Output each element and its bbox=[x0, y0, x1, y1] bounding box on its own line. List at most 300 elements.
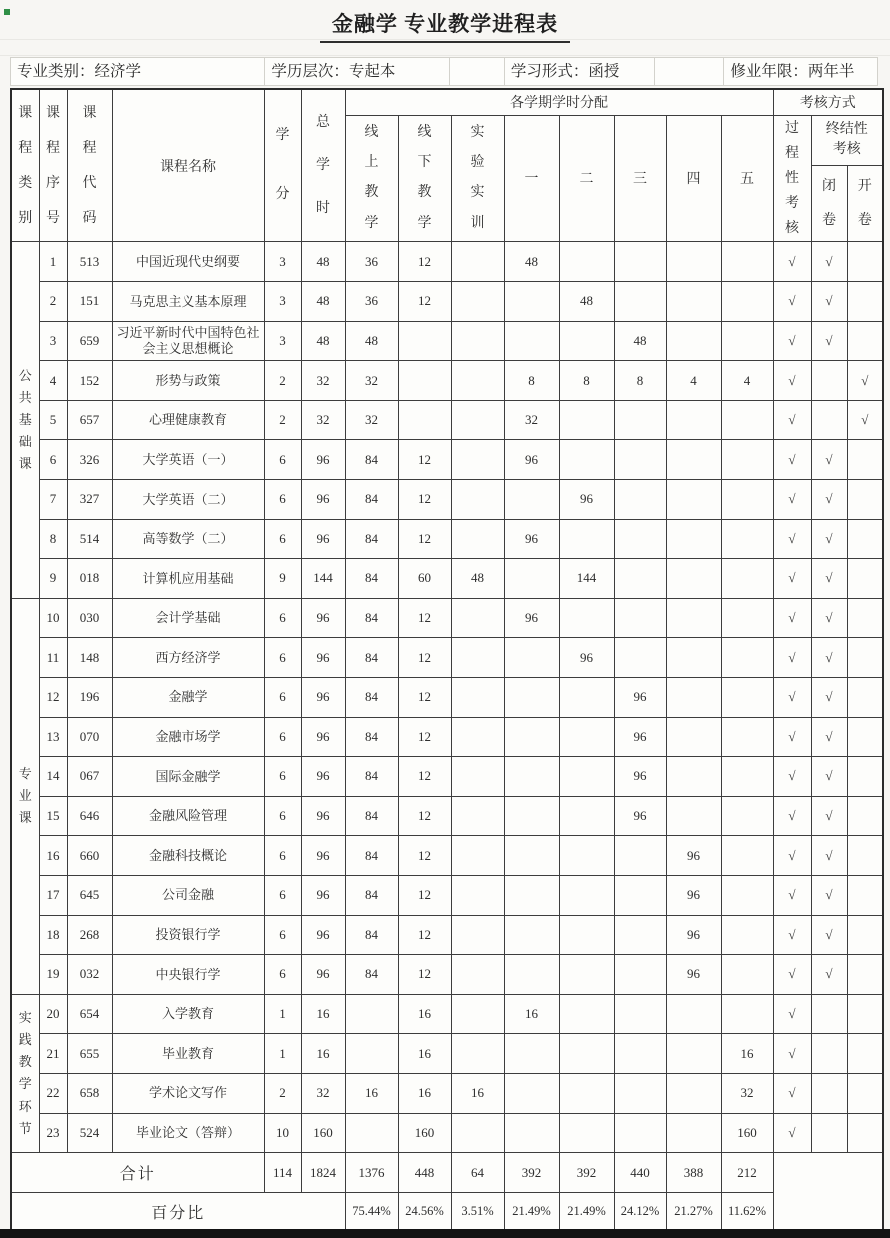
col-header-category: 课程类别 bbox=[11, 89, 39, 242]
open-exam-check bbox=[847, 519, 883, 559]
category-cell bbox=[11, 598, 39, 994]
percent-sem5: 11.62% bbox=[721, 1193, 773, 1231]
open-exam-check bbox=[847, 955, 883, 995]
process-check: √ bbox=[773, 915, 811, 955]
sem4-hours bbox=[666, 994, 721, 1034]
sem2-hours bbox=[559, 1034, 614, 1074]
closed-exam-check: √ bbox=[811, 440, 847, 480]
course-lab-hours bbox=[451, 875, 504, 915]
percent-offline: 24.56% bbox=[398, 1193, 451, 1231]
course-online-hours: 84 bbox=[345, 677, 398, 717]
sem3-hours: 96 bbox=[614, 677, 666, 717]
course-row bbox=[11, 361, 883, 401]
sem1-hours bbox=[504, 559, 559, 599]
process-check: √ bbox=[773, 994, 811, 1034]
open-exam-check bbox=[847, 1113, 883, 1153]
course-name: 毕业论文（答辩） bbox=[112, 1113, 264, 1153]
course-lab-hours bbox=[451, 757, 504, 797]
course-online-hours: 36 bbox=[345, 282, 398, 322]
totals-lab: 64 bbox=[451, 1153, 504, 1193]
course-name: 金融科技概论 bbox=[112, 836, 264, 876]
course-row bbox=[11, 717, 883, 757]
course-offline-hours: 12 bbox=[398, 836, 451, 876]
course-name: 投资银行学 bbox=[112, 915, 264, 955]
process-check: √ bbox=[773, 836, 811, 876]
sem5-hours: 160 bbox=[721, 1113, 773, 1153]
course-seq: 1 bbox=[39, 242, 67, 282]
course-lab-hours bbox=[451, 242, 504, 282]
sem5-hours bbox=[721, 717, 773, 757]
sem2-hours bbox=[559, 1073, 614, 1113]
page-title: 金融学 专业教学进程表 bbox=[320, 6, 570, 43]
course-credits: 6 bbox=[264, 519, 301, 559]
sem5-hours bbox=[721, 242, 773, 282]
sem2-hours bbox=[559, 757, 614, 797]
sem4-hours bbox=[666, 717, 721, 757]
course-name: 形势与政策 bbox=[112, 361, 264, 401]
sem3-hours bbox=[614, 875, 666, 915]
course-total-hours: 144 bbox=[301, 559, 345, 599]
course-total-hours: 48 bbox=[301, 242, 345, 282]
sem4-hours bbox=[666, 321, 721, 361]
course-code: 032 bbox=[67, 955, 112, 995]
course-seq: 5 bbox=[39, 400, 67, 440]
process-check: √ bbox=[773, 875, 811, 915]
course-offline-hours: 16 bbox=[398, 994, 451, 1034]
course-lab-hours: 48 bbox=[451, 559, 504, 599]
course-online-hours: 36 bbox=[345, 242, 398, 282]
course-row bbox=[11, 796, 883, 836]
open-exam-check bbox=[847, 559, 883, 599]
course-row bbox=[11, 282, 883, 322]
course-total-hours: 96 bbox=[301, 598, 345, 638]
sem4-hours: 96 bbox=[666, 875, 721, 915]
sem4-hours bbox=[666, 519, 721, 559]
percent-sem1: 21.49% bbox=[504, 1193, 559, 1231]
sem5-hours bbox=[721, 282, 773, 322]
course-row bbox=[11, 1113, 883, 1153]
sem5-hours bbox=[721, 638, 773, 678]
process-check: √ bbox=[773, 1073, 811, 1113]
col-header-offline: 线下教学 bbox=[398, 115, 451, 242]
course-online-hours: 84 bbox=[345, 638, 398, 678]
course-online-hours bbox=[345, 1113, 398, 1153]
course-seq: 17 bbox=[39, 875, 67, 915]
course-credits: 6 bbox=[264, 955, 301, 995]
course-credits: 6 bbox=[264, 757, 301, 797]
course-seq: 6 bbox=[39, 440, 67, 480]
sem1-hours bbox=[504, 1073, 559, 1113]
sem4-hours bbox=[666, 638, 721, 678]
course-online-hours: 48 bbox=[345, 321, 398, 361]
sem2-hours bbox=[559, 955, 614, 995]
sem3-hours bbox=[614, 282, 666, 322]
category-label: 实践教学环节 bbox=[18, 1010, 32, 1136]
course-credits: 6 bbox=[264, 440, 301, 480]
sem1-hours bbox=[504, 757, 559, 797]
course-code: 646 bbox=[67, 796, 112, 836]
sem5-hours bbox=[721, 440, 773, 480]
course-row bbox=[11, 836, 883, 876]
course-lab-hours bbox=[451, 1113, 504, 1153]
course-name: 习近平新时代中国特色社会主义思想概论 bbox=[112, 321, 264, 361]
process-check: √ bbox=[773, 519, 811, 559]
open-exam-check bbox=[847, 440, 883, 480]
course-seq: 9 bbox=[39, 559, 67, 599]
sem5-hours bbox=[721, 757, 773, 797]
sem2-hours bbox=[559, 321, 614, 361]
course-name: 大学英语（二） bbox=[112, 480, 264, 520]
category-cell bbox=[11, 994, 39, 1152]
course-row bbox=[11, 915, 883, 955]
course-credits: 6 bbox=[264, 875, 301, 915]
course-credits: 2 bbox=[264, 361, 301, 401]
course-total-hours: 96 bbox=[301, 677, 345, 717]
sem2-hours bbox=[559, 440, 614, 480]
course-seq: 8 bbox=[39, 519, 67, 559]
course-seq: 22 bbox=[39, 1073, 67, 1113]
course-seq: 3 bbox=[39, 321, 67, 361]
closed-exam-check: √ bbox=[811, 796, 847, 836]
process-check: √ bbox=[773, 480, 811, 520]
sem1-hours bbox=[504, 915, 559, 955]
sem4-hours bbox=[666, 242, 721, 282]
open-exam-check bbox=[847, 282, 883, 322]
sem3-hours bbox=[614, 1034, 666, 1074]
sem4-hours: 96 bbox=[666, 915, 721, 955]
course-row bbox=[11, 242, 883, 282]
col-header-closed-exam: 闭卷 bbox=[811, 165, 847, 242]
sem5-hours bbox=[721, 994, 773, 1034]
course-total-hours: 96 bbox=[301, 955, 345, 995]
sem1-hours bbox=[504, 796, 559, 836]
open-exam-check bbox=[847, 638, 883, 678]
totals-sem5: 212 bbox=[721, 1153, 773, 1193]
course-lab-hours bbox=[451, 638, 504, 678]
sem2-hours: 96 bbox=[559, 480, 614, 520]
sem2-hours bbox=[559, 242, 614, 282]
sem4-hours bbox=[666, 282, 721, 322]
course-lab-hours bbox=[451, 282, 504, 322]
process-check: √ bbox=[773, 1113, 811, 1153]
course-offline-hours: 12 bbox=[398, 519, 451, 559]
course-code: 645 bbox=[67, 875, 112, 915]
course-lab-hours: 16 bbox=[451, 1073, 504, 1113]
sem3-hours: 96 bbox=[614, 757, 666, 797]
meta-info-row bbox=[10, 57, 878, 86]
course-code: 658 bbox=[67, 1073, 112, 1113]
sem4-hours bbox=[666, 480, 721, 520]
study-form-field: 学习形式：函授 bbox=[505, 58, 655, 85]
course-total-hours: 96 bbox=[301, 717, 345, 757]
spacer-cell bbox=[655, 58, 725, 85]
course-offline-hours bbox=[398, 361, 451, 401]
open-exam-check bbox=[847, 242, 883, 282]
category-label: 专业课 bbox=[18, 766, 32, 826]
sem3-hours bbox=[614, 480, 666, 520]
schedule-table bbox=[10, 88, 884, 1232]
course-row bbox=[11, 677, 883, 717]
sem5-hours bbox=[721, 915, 773, 955]
course-seq: 20 bbox=[39, 994, 67, 1034]
course-name: 计算机应用基础 bbox=[112, 559, 264, 599]
course-row bbox=[11, 994, 883, 1034]
sem3-hours bbox=[614, 242, 666, 282]
sem3-hours: 8 bbox=[614, 361, 666, 401]
sem4-hours bbox=[666, 757, 721, 797]
course-table-body bbox=[11, 242, 883, 1153]
scan-bottom-bar bbox=[0, 1229, 890, 1238]
course-online-hours: 84 bbox=[345, 836, 398, 876]
course-code: 018 bbox=[67, 559, 112, 599]
open-exam-check bbox=[847, 836, 883, 876]
course-total-hours: 32 bbox=[301, 1073, 345, 1113]
course-credits: 6 bbox=[264, 598, 301, 638]
course-name: 国际金融学 bbox=[112, 757, 264, 797]
course-lab-hours bbox=[451, 440, 504, 480]
open-exam-check bbox=[847, 994, 883, 1034]
spacer-cell bbox=[450, 58, 505, 85]
header-row-1 bbox=[11, 89, 883, 115]
study-duration-field: 修业年限：两年半 bbox=[730, 63, 855, 80]
sem4-hours bbox=[666, 400, 721, 440]
sem2-hours: 8 bbox=[559, 361, 614, 401]
col-header-code: 课程代码 bbox=[67, 89, 112, 242]
course-code: 268 bbox=[67, 915, 112, 955]
course-code: 657 bbox=[67, 400, 112, 440]
sem3-hours bbox=[614, 1073, 666, 1113]
course-online-hours: 84 bbox=[345, 757, 398, 797]
closed-exam-check: √ bbox=[811, 519, 847, 559]
course-offline-hours: 60 bbox=[398, 559, 451, 599]
course-offline-hours: 12 bbox=[398, 242, 451, 282]
course-credits: 3 bbox=[264, 321, 301, 361]
sem3-hours bbox=[614, 638, 666, 678]
course-online-hours bbox=[345, 994, 398, 1034]
course-seq: 7 bbox=[39, 480, 67, 520]
course-total-hours: 96 bbox=[301, 519, 345, 559]
course-online-hours: 84 bbox=[345, 519, 398, 559]
sem2-hours bbox=[559, 994, 614, 1034]
sem3-hours: 96 bbox=[614, 796, 666, 836]
percent-sem4: 21.27% bbox=[666, 1193, 721, 1231]
course-row bbox=[11, 400, 883, 440]
sem2-hours bbox=[559, 915, 614, 955]
course-offline-hours: 16 bbox=[398, 1073, 451, 1113]
col-header-credits: 学分 bbox=[264, 89, 301, 242]
course-offline-hours: 16 bbox=[398, 1034, 451, 1074]
sem1-hours bbox=[504, 321, 559, 361]
course-credits: 6 bbox=[264, 796, 301, 836]
sem1-hours bbox=[504, 480, 559, 520]
course-online-hours: 84 bbox=[345, 480, 398, 520]
open-exam-check bbox=[847, 480, 883, 520]
course-name: 学术论文写作 bbox=[112, 1073, 264, 1113]
col-group-assessment: 考核方式 bbox=[773, 89, 883, 115]
process-check: √ bbox=[773, 955, 811, 995]
closed-exam-check: √ bbox=[811, 875, 847, 915]
course-total-hours: 96 bbox=[301, 638, 345, 678]
sem3-hours: 96 bbox=[614, 717, 666, 757]
course-row bbox=[11, 440, 883, 480]
course-online-hours: 84 bbox=[345, 875, 398, 915]
open-exam-check bbox=[847, 1073, 883, 1113]
process-check: √ bbox=[773, 282, 811, 322]
course-code: 326 bbox=[67, 440, 112, 480]
course-total-hours: 96 bbox=[301, 836, 345, 876]
totals-credits: 114 bbox=[264, 1153, 301, 1193]
sem1-hours: 16 bbox=[504, 994, 559, 1034]
sem5-hours bbox=[721, 836, 773, 876]
course-total-hours: 16 bbox=[301, 994, 345, 1034]
course-lab-hours bbox=[451, 836, 504, 876]
course-code: 514 bbox=[67, 519, 112, 559]
sem1-hours bbox=[504, 638, 559, 678]
closed-exam-check: √ bbox=[811, 480, 847, 520]
course-name: 会计学基础 bbox=[112, 598, 264, 638]
process-check: √ bbox=[773, 796, 811, 836]
course-total-hours: 96 bbox=[301, 796, 345, 836]
course-name: 金融学 bbox=[112, 677, 264, 717]
closed-exam-check bbox=[811, 1073, 847, 1113]
course-row bbox=[11, 559, 883, 599]
course-lab-hours bbox=[451, 994, 504, 1034]
process-check: √ bbox=[773, 677, 811, 717]
closed-exam-check bbox=[811, 361, 847, 401]
sem1-hours bbox=[504, 955, 559, 995]
course-credits: 6 bbox=[264, 717, 301, 757]
sem2-hours: 48 bbox=[559, 282, 614, 322]
open-exam-check bbox=[847, 1034, 883, 1074]
open-exam-check: √ bbox=[847, 400, 883, 440]
sem3-hours bbox=[614, 836, 666, 876]
sem5-hours: 4 bbox=[721, 361, 773, 401]
sem3-hours bbox=[614, 915, 666, 955]
course-lab-hours bbox=[451, 480, 504, 520]
col-header-sem3: 三 bbox=[614, 115, 666, 242]
course-total-hours: 32 bbox=[301, 400, 345, 440]
course-row bbox=[11, 321, 883, 361]
col-header-seq: 课程序号 bbox=[39, 89, 67, 242]
course-code: 654 bbox=[67, 994, 112, 1034]
course-code: 067 bbox=[67, 757, 112, 797]
percent-online: 75.44% bbox=[345, 1193, 398, 1231]
course-row bbox=[11, 638, 883, 678]
course-offline-hours bbox=[398, 321, 451, 361]
course-row bbox=[11, 1034, 883, 1074]
totals-sem2: 392 bbox=[559, 1153, 614, 1193]
course-online-hours bbox=[345, 1034, 398, 1074]
closed-exam-check bbox=[811, 1113, 847, 1153]
course-online-hours: 84 bbox=[345, 915, 398, 955]
sem2-hours bbox=[559, 717, 614, 757]
course-offline-hours: 12 bbox=[398, 598, 451, 638]
sem5-hours bbox=[721, 796, 773, 836]
closed-exam-check: √ bbox=[811, 836, 847, 876]
col-group-semester-hours: 各学期学时分配 bbox=[345, 89, 773, 115]
process-check: √ bbox=[773, 598, 811, 638]
open-exam-check bbox=[847, 915, 883, 955]
course-lab-hours bbox=[451, 361, 504, 401]
schedule-table-wrap bbox=[10, 88, 884, 1232]
totals-row bbox=[11, 1153, 883, 1193]
open-exam-check bbox=[847, 757, 883, 797]
course-offline-hours: 12 bbox=[398, 796, 451, 836]
course-lab-hours bbox=[451, 400, 504, 440]
percent-sem3: 24.12% bbox=[614, 1193, 666, 1231]
sem1-hours: 48 bbox=[504, 242, 559, 282]
course-code: 030 bbox=[67, 598, 112, 638]
sem2-hours bbox=[559, 677, 614, 717]
course-code: 151 bbox=[67, 282, 112, 322]
course-credits: 3 bbox=[264, 242, 301, 282]
course-offline-hours: 160 bbox=[398, 1113, 451, 1153]
sem5-hours bbox=[721, 519, 773, 559]
course-code: 513 bbox=[67, 242, 112, 282]
percent-sem2: 21.49% bbox=[559, 1193, 614, 1231]
course-seq: 23 bbox=[39, 1113, 67, 1153]
sem3-hours bbox=[614, 994, 666, 1034]
course-online-hours: 32 bbox=[345, 400, 398, 440]
sem3-hours: 48 bbox=[614, 321, 666, 361]
course-credits: 10 bbox=[264, 1113, 301, 1153]
course-name: 心理健康教育 bbox=[112, 400, 264, 440]
closed-exam-check: √ bbox=[811, 321, 847, 361]
course-name: 金融风险管理 bbox=[112, 796, 264, 836]
process-check: √ bbox=[773, 717, 811, 757]
course-row bbox=[11, 1073, 883, 1113]
course-lab-hours bbox=[451, 915, 504, 955]
course-name: 西方经济学 bbox=[112, 638, 264, 678]
course-code: 196 bbox=[67, 677, 112, 717]
open-exam-check bbox=[847, 598, 883, 638]
closed-exam-check bbox=[811, 400, 847, 440]
sem5-hours bbox=[721, 955, 773, 995]
course-online-hours: 32 bbox=[345, 361, 398, 401]
closed-exam-check: √ bbox=[811, 955, 847, 995]
course-name: 中国近现代史纲要 bbox=[112, 242, 264, 282]
course-seq: 14 bbox=[39, 757, 67, 797]
sem3-hours bbox=[614, 400, 666, 440]
sem5-hours bbox=[721, 321, 773, 361]
open-exam-check bbox=[847, 796, 883, 836]
sem1-hours: 32 bbox=[504, 400, 559, 440]
course-row bbox=[11, 875, 883, 915]
sem5-hours bbox=[721, 598, 773, 638]
course-total-hours: 96 bbox=[301, 875, 345, 915]
closed-exam-check: √ bbox=[811, 242, 847, 282]
sem4-hours bbox=[666, 796, 721, 836]
course-credits: 6 bbox=[264, 836, 301, 876]
course-lab-hours bbox=[451, 955, 504, 995]
col-header-open-exam: 开卷 bbox=[847, 165, 883, 242]
open-exam-check bbox=[847, 677, 883, 717]
sem4-hours bbox=[666, 677, 721, 717]
table-footer bbox=[11, 1153, 883, 1231]
sem1-hours: 96 bbox=[504, 440, 559, 480]
totals-sem4: 388 bbox=[666, 1153, 721, 1193]
process-check: √ bbox=[773, 400, 811, 440]
course-offline-hours: 12 bbox=[398, 677, 451, 717]
col-header-total-hours: 总学时 bbox=[301, 89, 345, 242]
course-code: 660 bbox=[67, 836, 112, 876]
sem5-hours bbox=[721, 559, 773, 599]
course-online-hours: 84 bbox=[345, 796, 398, 836]
sem2-hours bbox=[559, 1113, 614, 1153]
totals-online: 1376 bbox=[345, 1153, 398, 1193]
process-check: √ bbox=[773, 559, 811, 599]
course-name: 大学英语（一） bbox=[112, 440, 264, 480]
